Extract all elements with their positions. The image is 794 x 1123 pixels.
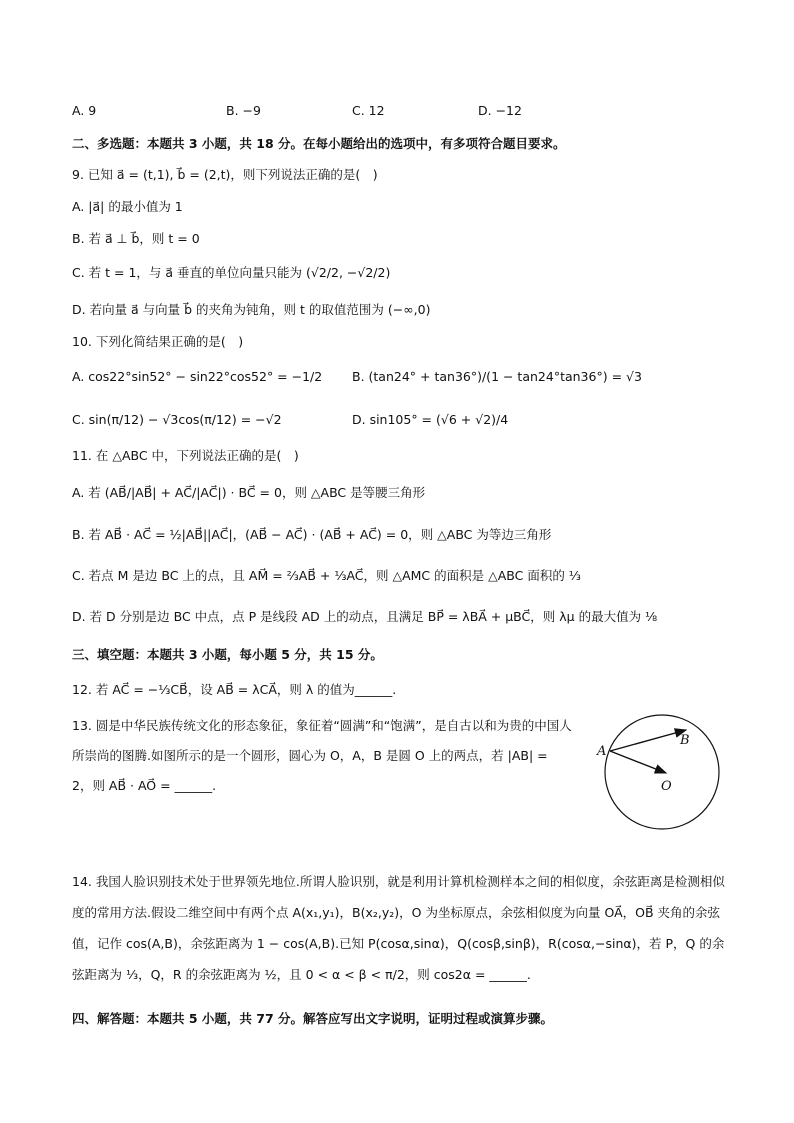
q10-option-a: A. cos22°sin52° − sin22°cos52° = −1/2	[72, 369, 323, 384]
q14-text: 14. 我国人脸识别技术处于世界领先地位.所谓人脸识别，就是利用计算机检测样本之间的相似度，余弦距离是检测相似度的常用方法.假设二维空间中有两个点 A(x₁,y₁)，B(x₂,y₂)，O 为坐标原点，余弦相似度为向量 OA⃗，OB⃗ 夹角的余弦值，记作 cos(A,B)，余弦距离为 1 − cos(A,B).已知 P(cosα,sinα)，Q(cosβ,sinβ)，R(cosα,−sinα)，若 P，Q 的余弦距离为 ⅓，Q，R 的余弦距离为 ½，且 0 < α < β < π/2，则 cos2α = ______.	[72, 874, 725, 982]
q8-option-a: A. 9	[72, 103, 97, 118]
q9-stem: 9. 已知 a⃗ = (t,1), b⃗ = (2,t)，则下列说法正确的是( )	[72, 167, 378, 182]
q12-text: 12. 若 AC⃗ = −⅓CB⃗，设 AB⃗ = λCA⃗，则 λ 的值为______.	[72, 682, 397, 697]
label-b: B	[680, 733, 690, 748]
q9-option-b: B. 若 a⃗ ⊥ b⃗，则 t = 0	[72, 231, 200, 246]
q9-option-a: A. |a⃗| 的最小值为 1	[72, 199, 183, 214]
q11-option-c: C. 若点 M 是边 BC 上的点，且 AM⃗ = ⅔AB⃗ + ⅓AC⃗，则 △AMC 的面积是 △ABC 面积的 ⅓	[72, 568, 581, 583]
q8-option-d: D. −12	[478, 103, 522, 118]
label-o: O	[661, 779, 672, 794]
circle-figure	[590, 706, 730, 836]
q10-stem: 10. 下列化简结果正确的是( )	[72, 334, 244, 349]
vector-ao	[610, 751, 666, 773]
label-a: A	[597, 744, 607, 759]
q11-stem: 11. 在 △ABC 中，下列说法正确的是( )	[72, 448, 299, 463]
vector-ab	[610, 730, 686, 751]
q13-text: 13. 圆是中华民族传统文化的形态象征，象征着“圆满”和“饱满”，是自古以和为贵的中国人所崇尚的图腾.如图所示的是一个圆形，圆心为 O，A，B 是圆 O 上的两点，若 |AB| = 2，则 AB⃗ · AO⃗ = ______.	[72, 718, 572, 793]
section4-title: 四、解答题：本题共 5 小题，共 77 分。解答应写出文字说明，证明过程或演算步骤。	[72, 1011, 554, 1026]
q9-option-d: D. 若向量 a⃗ 与向量 b⃗ 的夹角为钝角，则 t 的取值范围为 (−∞,0)	[72, 302, 431, 317]
q10-option-d: D. sin105° = (√6 + √2)/4	[352, 412, 509, 427]
q11-option-b: B. 若 AB⃗ · AC⃗ = ½|AB⃗||AC⃗|，(AB⃗ − AC⃗) · (AB⃗ + AC⃗) = 0，则 △ABC 为等边三角形	[72, 527, 552, 542]
q9-option-c: C. 若 t = 1，与 a⃗ 垂直的单位向量只能为 (√2/2, −√2/2)	[72, 265, 391, 280]
q11-option-d: D. 若 D 分别是边 BC 中点，点 P 是线段 AD 上的动点，且满足 BP⃗ = λBA⃗ + μBC⃗，则 λμ 的最大值为 ⅛	[72, 609, 658, 624]
section3-title: 三、填空题：本题共 3 小题，每小题 5 分，共 15 分。	[72, 647, 383, 662]
q10-option-c: C. sin(π/12) − √3cos(π/12) = −√2	[72, 412, 282, 427]
section2-title: 二、多选题：本题共 3 小题，共 18 分。在每小题给出的选项中，有多项符合题目要求。	[72, 136, 566, 151]
q11-option-a: A. 若 (AB⃗/|AB⃗| + AC⃗/|AC⃗|) · BC⃗ = 0，则 △ABC 是等腰三角形	[72, 485, 426, 500]
q10-option-b: B. (tan24° + tan36°)/(1 − tan24°tan36°) = √3	[352, 369, 642, 384]
q8-option-c: C. 12	[352, 103, 385, 118]
q8-option-b: B. −9	[226, 103, 261, 118]
